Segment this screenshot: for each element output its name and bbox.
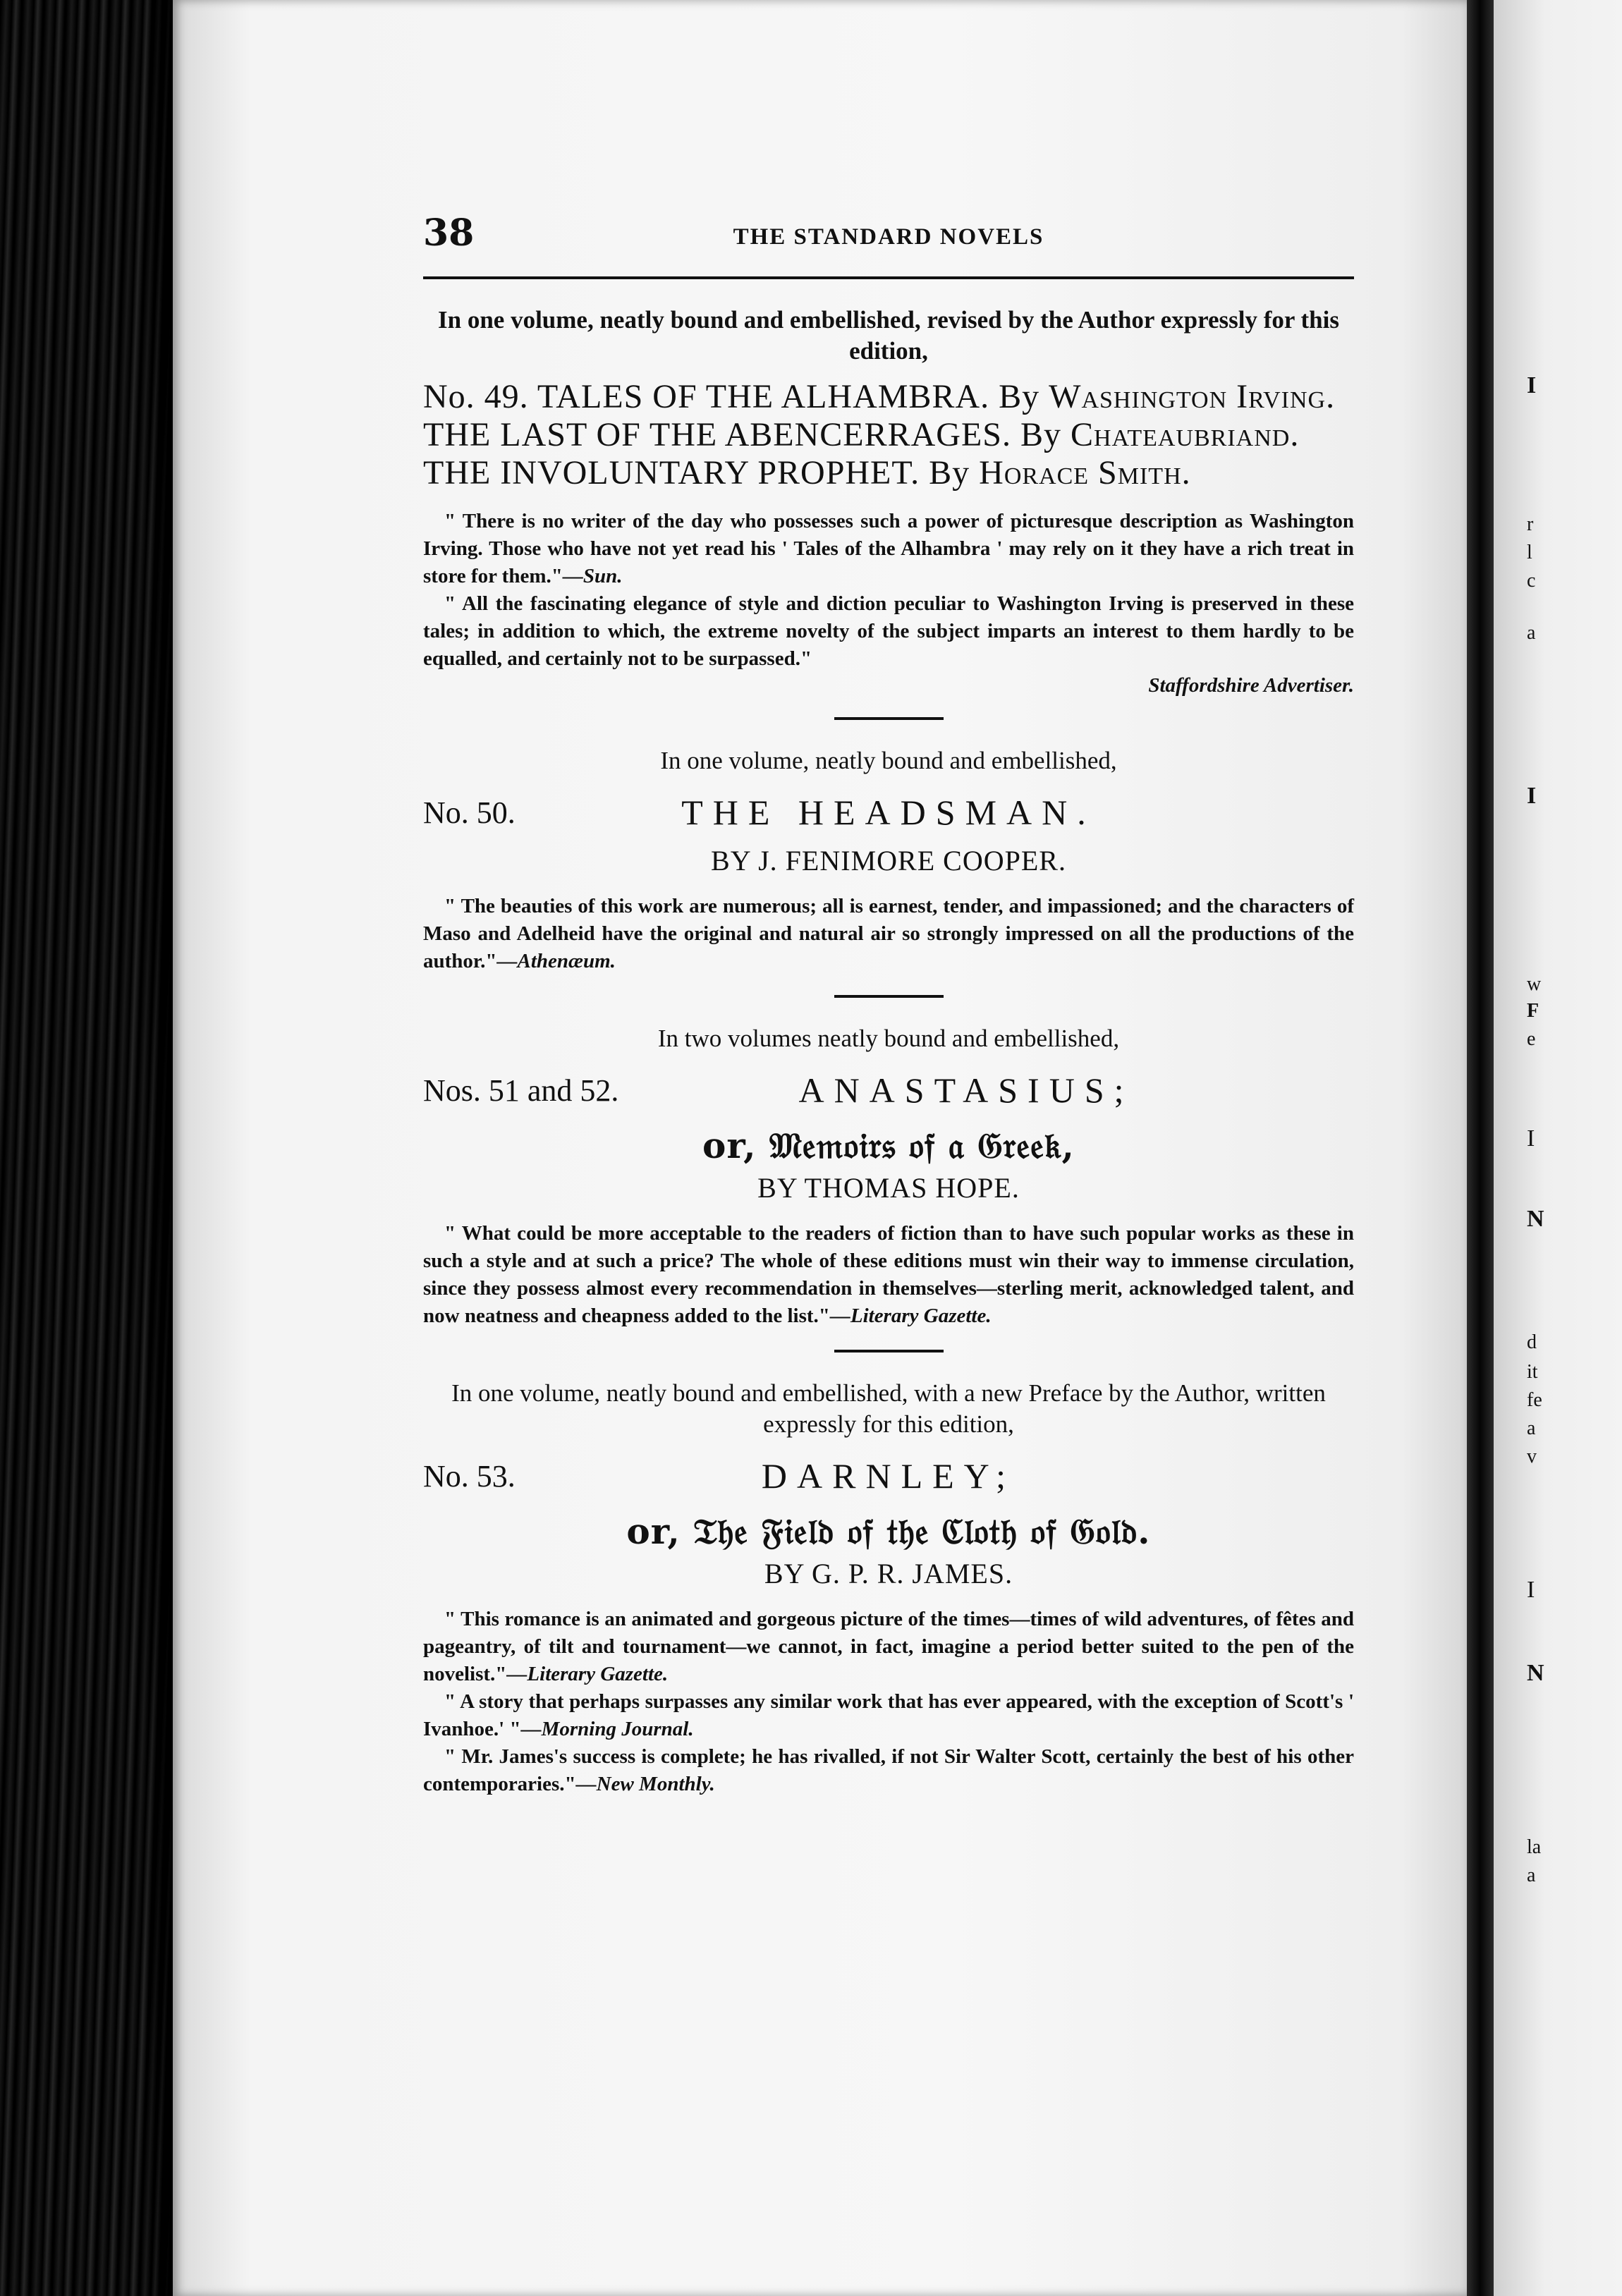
edge-fragment: c bbox=[1527, 570, 1536, 592]
entry-53-reviews bbox=[423, 1606, 1354, 1798]
edge-fragment: r bbox=[1527, 513, 1534, 535]
page-number: 38 bbox=[423, 212, 475, 255]
running-head bbox=[423, 212, 1354, 276]
edge-fragment: l bbox=[1527, 542, 1532, 563]
author-name: Horace Smith. bbox=[979, 454, 1191, 491]
edge-fragment: I bbox=[1527, 783, 1537, 809]
author-name: Washington Irving. bbox=[1049, 378, 1336, 415]
edge-fragment: d bbox=[1527, 1331, 1537, 1353]
book-title: DARNLEY; bbox=[761, 1456, 1016, 1496]
edge-fragment: I bbox=[1527, 372, 1537, 398]
section-divider bbox=[834, 1350, 944, 1352]
entry-53-intro: In one volume, neatly bound and embellished, with a new Preface by the Author, written expressly for this edition, bbox=[451, 1379, 1326, 1438]
review-quote: " The beauties of this work are numerous; all is earnest, tender, and impassioned; and the characters of Maso and Adelheid have the original and natural air so strongly impressed on all the productions of the author." bbox=[423, 895, 1354, 972]
review-source: —Literary Gazette. bbox=[506, 1663, 669, 1685]
entry-number: No. 53. bbox=[423, 1459, 516, 1494]
review-quote: " A story that perhaps surpasses any similar work that has ever appeared, with the exception of Scott's ' Ivanhoe.' " bbox=[423, 1690, 1354, 1740]
review-source: —Morning Journal. bbox=[520, 1718, 694, 1740]
edge-fragment: F bbox=[1527, 1000, 1539, 1022]
edge-fragment: a bbox=[1527, 622, 1536, 644]
review-quote: " This romance is an animated and gorgeous picture of the times—times of wild adventures, of fêtes and pageantry, of tilt and tournament—we cannot, in fact, imagine a period better suited to the pen of the novelist." bbox=[423, 1608, 1354, 1685]
by-word: By bbox=[1020, 416, 1061, 453]
byline: BY THOMAS HOPE. bbox=[757, 1172, 1020, 1204]
book-title: THE HEADSMAN. bbox=[681, 793, 1096, 832]
edge-fragment: la bbox=[1527, 1836, 1542, 1858]
by-word: By bbox=[999, 378, 1040, 415]
entry-number: Nos. 51 and 52. bbox=[423, 1073, 619, 1108]
review-quote: " Mr. James's success is complete; he has rivalled, if not Sir Walter Scott, certainly the best of his other contemporaries." bbox=[423, 1745, 1354, 1795]
header-rule bbox=[423, 276, 1354, 279]
edge-fragment: I bbox=[1527, 1577, 1535, 1603]
edge-fragment: N bbox=[1527, 1660, 1544, 1686]
entry-50-intro: In one volume, neatly bound and embellished, bbox=[660, 747, 1117, 774]
edge-fragment: it bbox=[1527, 1361, 1538, 1383]
review-source: Staffordshire Advertiser. bbox=[1148, 674, 1354, 697]
entry-49-title-block bbox=[423, 378, 1354, 492]
book-title: THE LAST OF THE ABENCERRAGES. bbox=[423, 416, 1011, 453]
entry-51-intro: In two volumes neatly bound and embellished, bbox=[657, 1025, 1120, 1052]
review-quote: " There is no writer of the day who possesses such a power of picturesque description as Washington Irving. Those who have not yet read his ' Tales of the Alhambra ' may rely on it they have a rich treat in store for them." bbox=[423, 510, 1354, 587]
running-title: THE STANDARD NOVELS bbox=[733, 224, 1044, 250]
byline: BY J. FENIMORE COOPER. bbox=[711, 845, 1066, 877]
review-source: —New Monthly. bbox=[575, 1773, 715, 1795]
book-title: TALES OF THE ALHAMBRA. bbox=[537, 378, 990, 415]
edge-fragment: fe bbox=[1527, 1389, 1542, 1411]
subtitle: or, 𝔗𝔥𝔢 𝔉𝔦𝔢𝔩𝔡 𝔬𝔣 𝔱𝔥𝔢 ℭ𝔩𝔬𝔱𝔥 𝔬𝔣 𝔊𝔬𝔩𝔡. bbox=[626, 1510, 1151, 1552]
book-title: THE INVOLUNTARY PROPHET. bbox=[423, 454, 920, 491]
byline: BY G. P. R. JAMES. bbox=[764, 1558, 1013, 1589]
entry-49-intro: In one volume, neatly bound and embellished, revised by the Author expressly for this edition, bbox=[438, 306, 1339, 365]
review-quote: " What could be more acceptable to the readers of fiction than to have such popular works as these in such a style and at such a price? The whole of these editions must win their way to immense circulation, since they possess almost every recommendation in themselves—sterling merit, acknowledged talent, and now neatness and cheapness added to the list." bbox=[423, 1222, 1354, 1327]
subtitle: or, 𝔐𝔢𝔪𝔬𝔦𝔯𝔰 𝔬𝔣 𝔞 𝔊𝔯𝔢𝔢𝔨, bbox=[702, 1125, 1075, 1166]
entry-53-title-row bbox=[423, 1454, 1354, 1503]
page-content bbox=[423, 212, 1354, 1798]
entry-51-reviews bbox=[423, 1220, 1354, 1330]
section-divider bbox=[834, 995, 944, 998]
review-source: —Sun. bbox=[562, 565, 623, 587]
review-source: —Literary Gazette. bbox=[829, 1305, 992, 1327]
edge-fragment: N bbox=[1527, 1206, 1544, 1232]
review-quote: " All the fascinating elegance of style and diction peculiar to Washington Irving is preserved in these tales; in addition to which, the extreme novelty of the subject imparts an interest to them hardly to be equalled, and certainly not to be surpassed." bbox=[423, 592, 1354, 670]
edge-fragment: e bbox=[1527, 1028, 1536, 1050]
entry-50-title-row bbox=[423, 790, 1354, 840]
entry-number: No. 50. bbox=[423, 795, 516, 830]
edge-fragment: v bbox=[1527, 1446, 1537, 1467]
book-spine bbox=[0, 0, 173, 2296]
edge-fragment: w bbox=[1527, 973, 1542, 995]
edge-fragment: I bbox=[1527, 1125, 1535, 1152]
edge-fragment: a bbox=[1527, 1417, 1536, 1439]
entry-49-reviews bbox=[423, 508, 1354, 673]
entry-50-reviews bbox=[423, 893, 1354, 975]
author-name: Chateaubriand. bbox=[1070, 416, 1300, 453]
section-divider bbox=[834, 717, 944, 720]
page-gutter bbox=[1467, 0, 1494, 2296]
book-title: ANASTASIUS; bbox=[798, 1070, 1134, 1110]
edge-fragment: a bbox=[1527, 1864, 1536, 1886]
adjacent-page-edge bbox=[1494, 0, 1622, 2296]
review-source: —Athenæum. bbox=[496, 950, 616, 972]
entry-51-title-row bbox=[423, 1068, 1354, 1118]
by-word: By bbox=[929, 454, 970, 491]
entry-number: No. 49. bbox=[423, 378, 529, 415]
